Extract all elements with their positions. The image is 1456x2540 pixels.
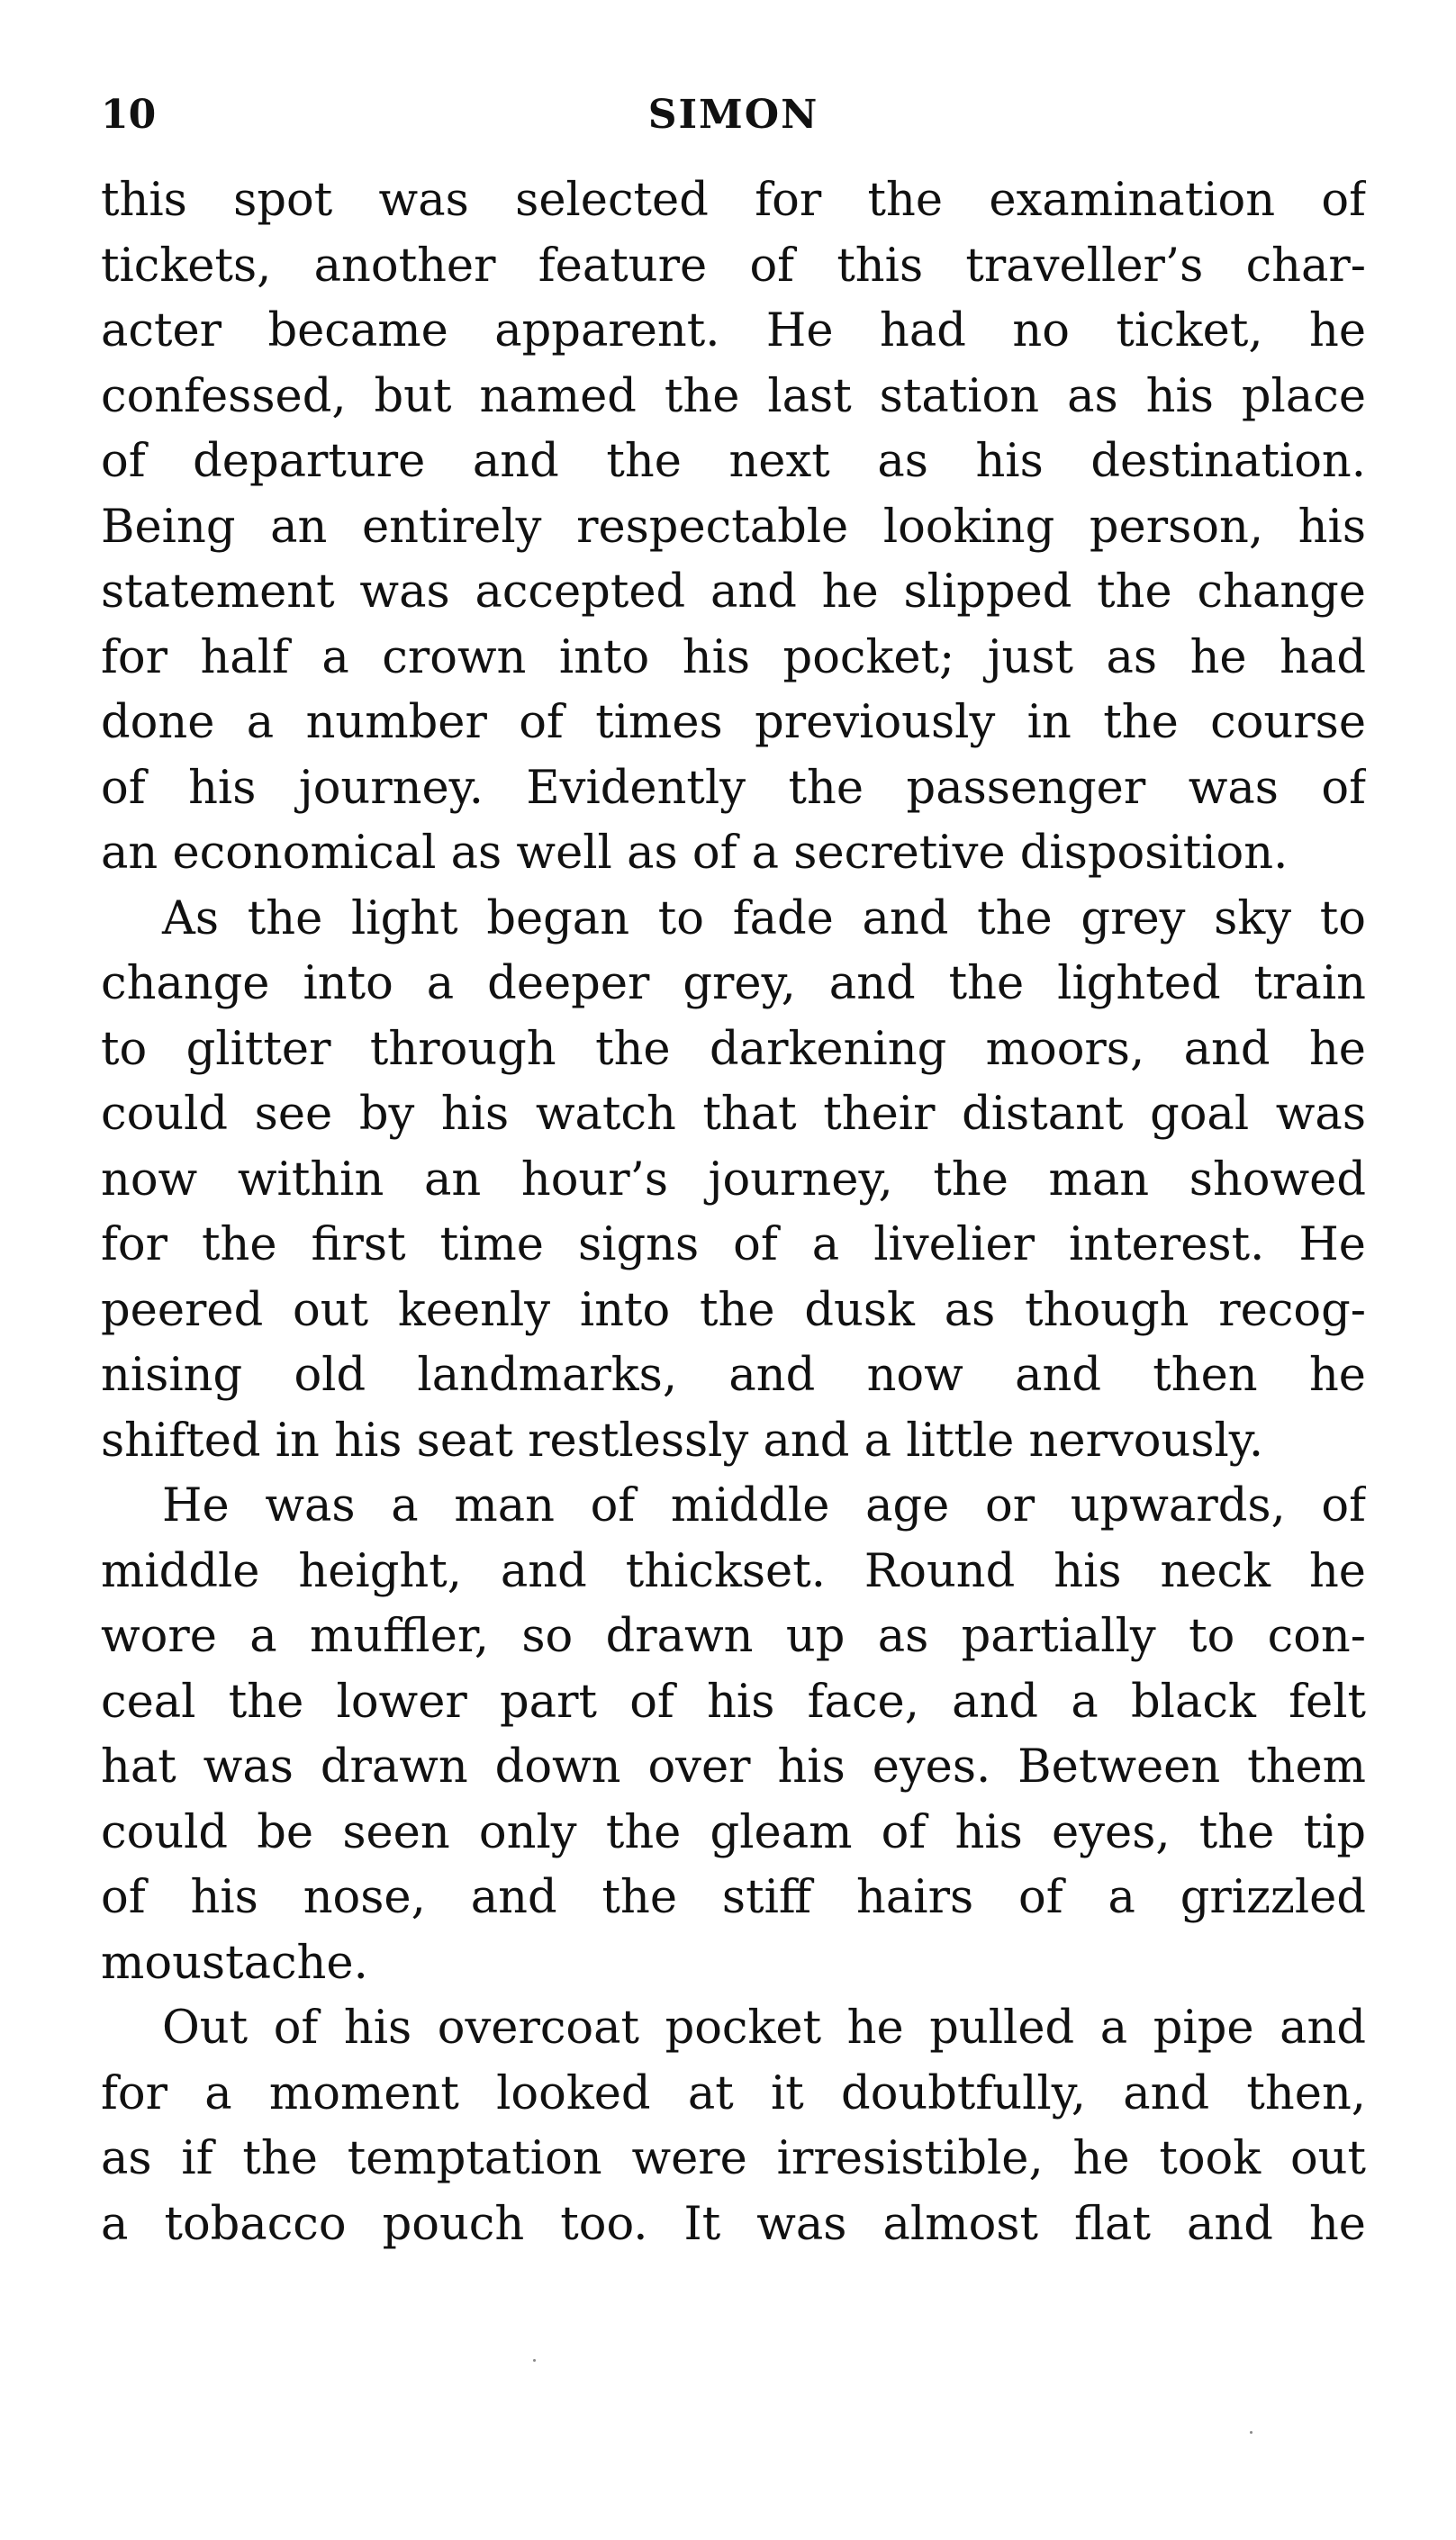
text-line: peered out keenly into the dusk as though recog- (101, 1283, 1366, 1337)
text-line: confessed, but named the last station as his place (101, 369, 1366, 423)
text-line: for half a crown into his pocket; just as he had (101, 630, 1366, 684)
print-speck (1250, 2431, 1253, 2434)
text-line: of departure and the next as his destination. (101, 435, 1366, 488)
text-line: Being an entirely respectable looking person, his (101, 500, 1366, 554)
body-text (101, 168, 1366, 2257)
text-line: tickets, another feature of this traveller’s char- (101, 239, 1366, 293)
text-line: this spot was selected for the examination of (101, 174, 1366, 227)
text-line: acter became apparent. He had no ticket, he (101, 304, 1366, 357)
text-line: middle height, and thickset. Round his neck he (101, 1544, 1366, 1598)
text-line: wore a muffler, so drawn up as partially to con- (101, 1610, 1366, 1663)
text-line: an economical as well as of a secretive disposition. (101, 827, 1289, 880)
text-line: for the first time signs of a livelier interest. He (101, 1218, 1366, 1271)
text-line: for a moment looked at it doubtfully, and then, (101, 2066, 1366, 2120)
text-line: as if the temptation were irresistible, he took out (101, 2132, 1366, 2185)
text-line: ceal the lower part of his face, and a black felt (101, 1675, 1366, 1729)
text-line: hat was drawn down over his eyes. Between them (101, 1740, 1366, 1794)
print-speck (533, 2359, 536, 2362)
text-line: now within an hour’s journey, the man showed (101, 1152, 1366, 1207)
text-line: He was a man of middle age or upwards, of (162, 1479, 1366, 1532)
text-line: nising old landmarks, and now and then he (101, 1349, 1366, 1402)
text-line: Out of his overcoat pocket he pulled a pipe and (162, 2002, 1366, 2055)
text-line: As the light began to fade and the grey sky to (162, 891, 1366, 945)
text-line: of his journey. Evidently the passenger was of (101, 761, 1366, 815)
text-line: moustache. (101, 1936, 368, 1990)
page-header (101, 79, 1366, 151)
text-line: change into a deeper grey, and the lighted train (101, 957, 1366, 1010)
page-number: 10 (101, 92, 157, 138)
text-line: could see by his watch that their distant goal was (101, 1088, 1366, 1141)
text-line: a tobacco pouch too. It was almost flat and he (101, 2197, 1366, 2251)
text-line: of his nose, and the stiff hairs of a grizzled (101, 1871, 1366, 1924)
text-line: could be seen only the gleam of his eyes, the tip (101, 1805, 1366, 1859)
text-line: done a number of times previously in the course (101, 696, 1366, 749)
text-line: shifted in his seat restlessly and a little nervously. (101, 1414, 1264, 1468)
text-line: to glitter through the darkening moors, and he (101, 1022, 1366, 1076)
running-title: SIMON (647, 92, 819, 138)
text-line: statement was accepted and he slipped the change (101, 565, 1366, 619)
